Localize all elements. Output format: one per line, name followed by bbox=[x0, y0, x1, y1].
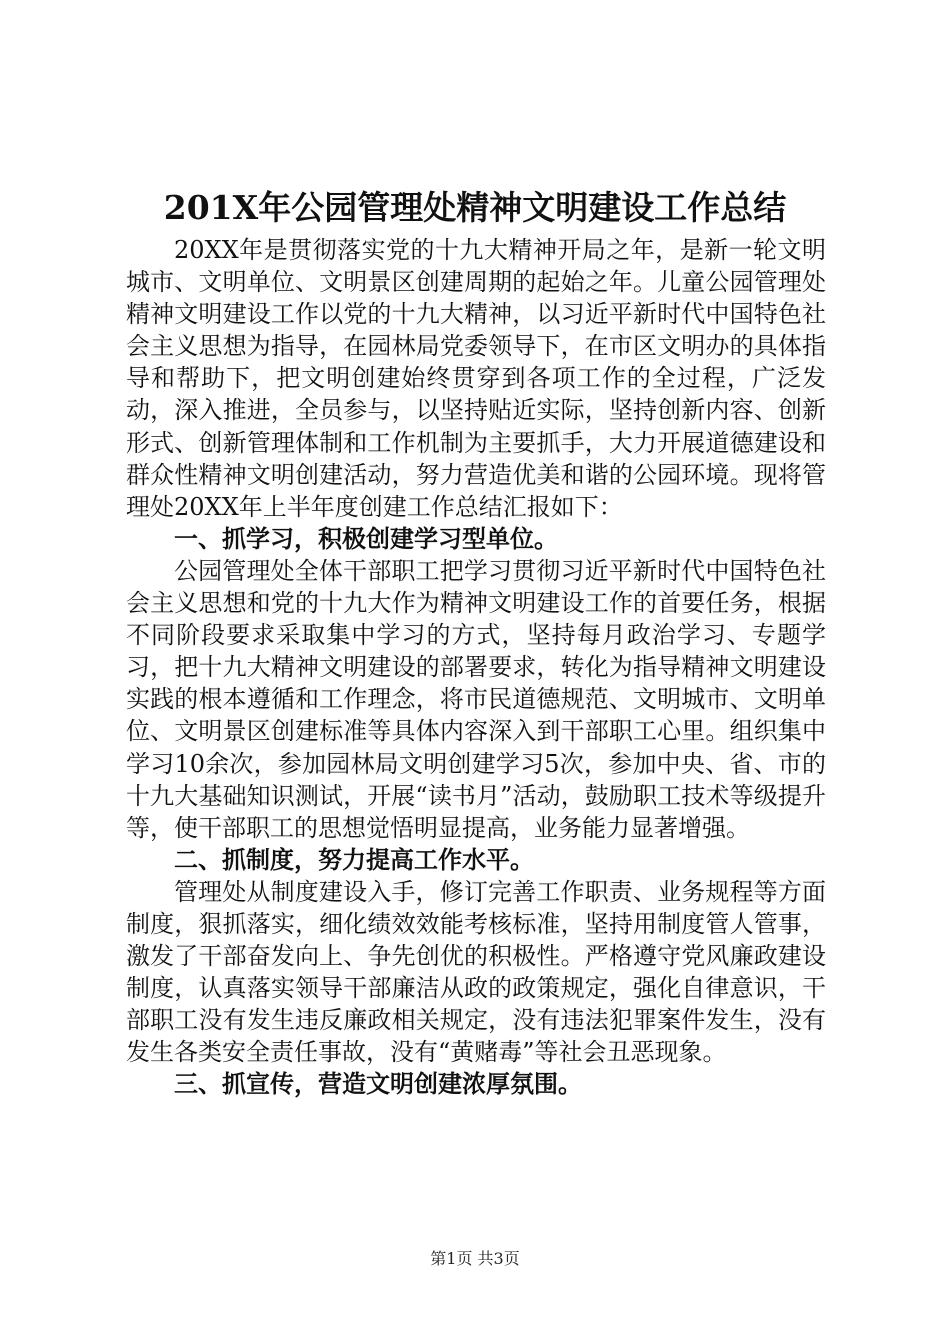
document-body bbox=[126, 234, 826, 1101]
section-heading-1: 一、抓学习，积极创建学习型单位。 bbox=[174, 524, 558, 553]
section-heading-3: 三、抓宣传，营造文明创建浓厚氛围。 bbox=[174, 1070, 582, 1099]
section-paragraph-1: 公园管理处全体干部职工把学习贯彻习近平新时代中国特色社会主义思想和党的十九大作为精神文明建设工作的首要任务，根据不同阶段要求采取集中学习的方式，坚持每月政治学习、专题学习，把十九大精神文明建设的部署要求，转化为指导精神文明建设实践的根本遵循和工作理念，将市民道德规范、文明城市、文明单位、文明景区创建标准等具体内容深入到干部职工心里。组织集中学习10余次，参加园林局文明创建学习5次，参加中央、省、市的十九大基础知识测试，开展“读书月”活动，鼓励职工技术等级提升等，使干部职工的思想觉悟明显提高，业务能力显著增强。 bbox=[126, 556, 826, 842]
page-footer: 第1页 共3页 bbox=[430, 1249, 520, 1268]
section-paragraph-2: 管理处从制度建设入手，修订完善工作职责、业务规程等方面制度，狠抓落实，细化绩效效能考核标准，坚持用制度管人管事，激发了干部奋发向上、争先创优的积极性。严格遵守党风廉政建设制度，认真落实领导干部廉洁从政的政策规定，强化自律意识，干部职工没有发生违反廉政相关规定，没有违法犯罪案件发生，没有发生各类安全责任事故，没有“黄赌毒”等社会丑恶现象。 bbox=[126, 877, 826, 1067]
intro-paragraph: 20XX年是贯彻落实党的十九大精神开局之年，是新一轮文明城市、文明单位、文明景区创建周期的起始之年。儿童公园管理处精神文明建设工作以党的十九大精神，以习近平新时代中国特色社会主义思想为指导，在园林局党委领导下，在市区文明办的具体指导和帮助下，把文明创建始终贯穿到各项工作的全过程，广泛发动，深入推进，全员参与，以坚持贴近实际，坚持创新内容、创新形式、创新管理体制和工作机制为主要抓手，大力开展道德建设和群众性精神文明创建活动，努力营造优美和谐的公园环境。现将管理处20XX年上半年度创建工作总结汇报如下： bbox=[126, 236, 826, 521]
section-heading-2: 二、抓制度，努力提高工作水平。 bbox=[174, 845, 534, 874]
document-title: 201X年公园管理处精神文明建设工作总结 bbox=[163, 188, 787, 227]
